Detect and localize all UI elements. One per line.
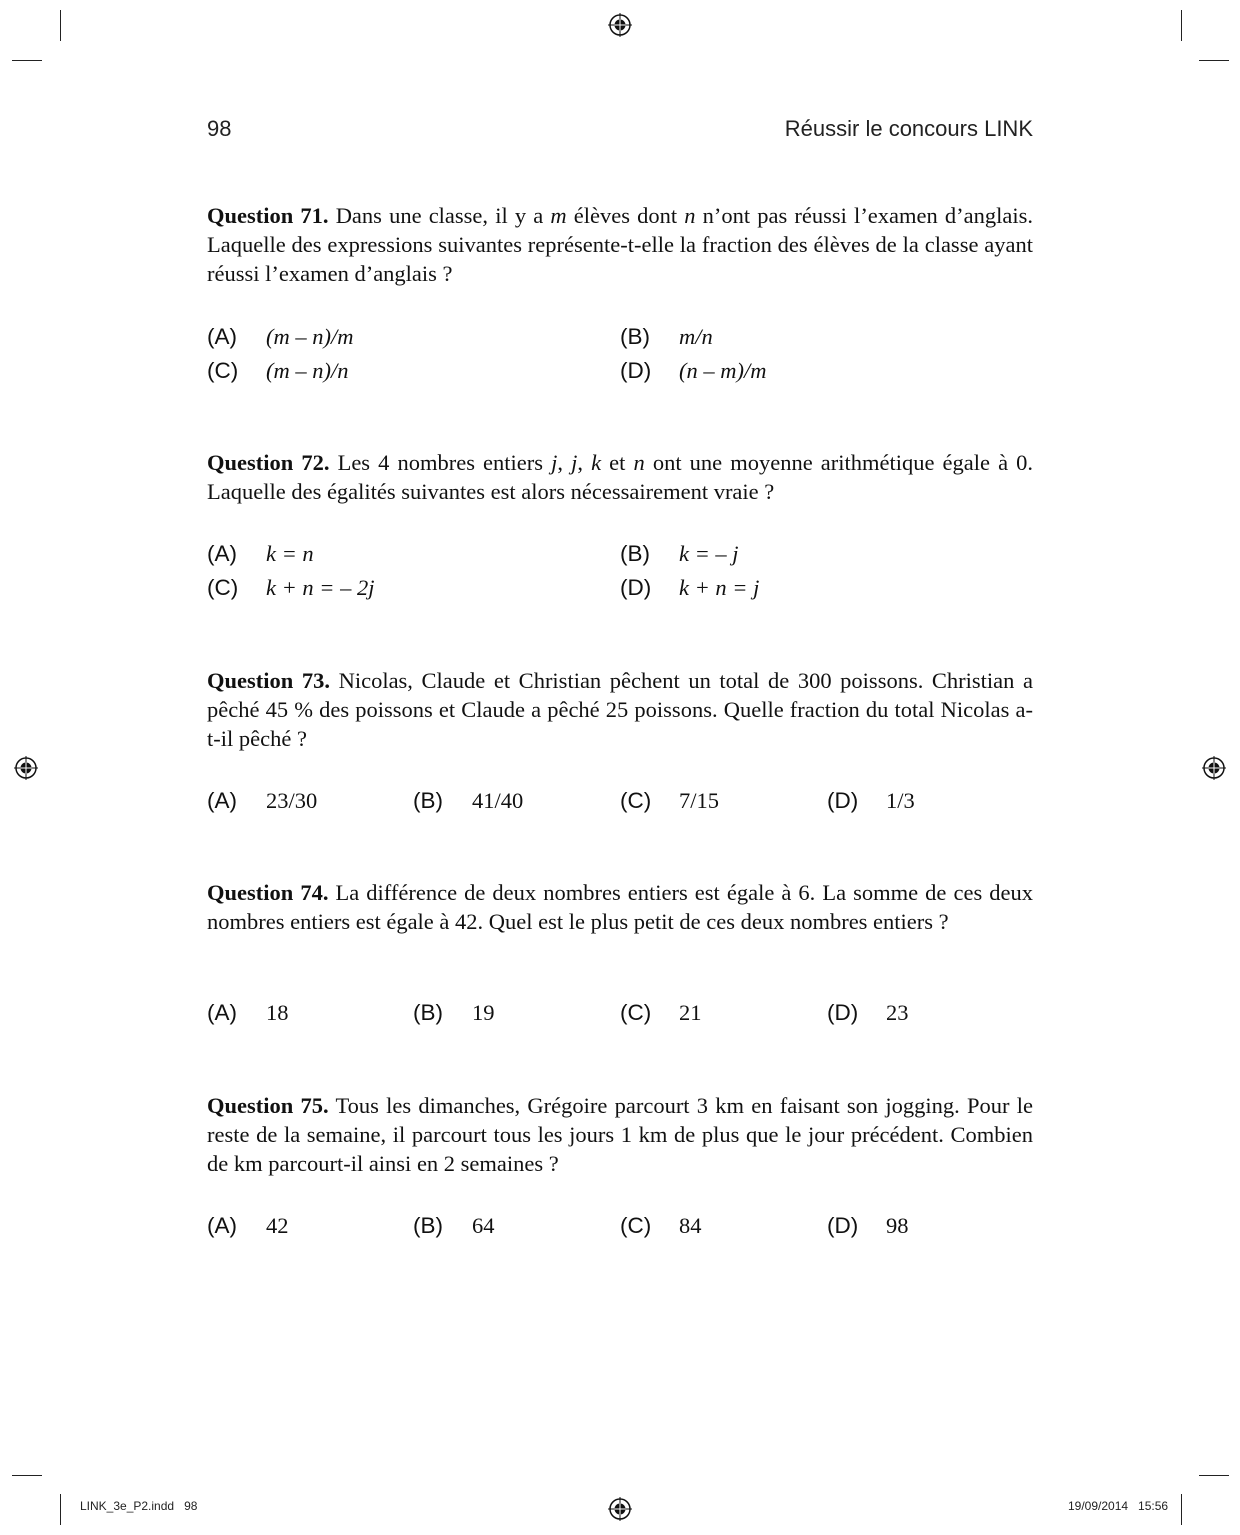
crop-mark: [12, 1475, 42, 1476]
question-label: Question 72.: [207, 450, 330, 475]
crop-mark: [12, 60, 42, 61]
slug-datetime: 19/09/2014 15:56: [1068, 1499, 1169, 1513]
crop-mark: [60, 1494, 61, 1525]
question-label: Question 73.: [207, 668, 330, 693]
question-75: Question 75. Tous les dimanches, Grégoire parcourt 3 km en faisant son jogging. Pour le reste de la semaine, il parcourt tous les jours 1 km de plus que le jour précédent. Combien de km parcourt-il ainsi en 2 semaines ?: [207, 1093, 1033, 1176]
slug-filename: LINK_3e_P2.indd 98: [80, 1499, 198, 1513]
crop-mark: [60, 10, 61, 41]
question-label: Question 74.: [207, 880, 329, 905]
crop-mark: [1199, 60, 1229, 61]
crop-mark: [1181, 1494, 1182, 1525]
question-71: Question 71. Dans une classe, il y a m élèves dont n n’ont pas réussi l’examen d’anglais. Laquelle des expressions suivantes représente-t-elle la fraction des élèves de la classe ayant réussi l’examen d’anglais ?: [207, 203, 1034, 286]
question-72: Question 72. Les 4 nombres entiers j, j, k et n ont une moyenne arithmétique égale à 0. Laquelle des égalités suivantes est alors nécessairement vraie ?: [207, 450, 1034, 504]
question-label: Question 71.: [207, 203, 329, 228]
running-title: Réussir le concours LINK: [784, 116, 1033, 141]
question-label: Question 75.: [207, 1093, 329, 1118]
question-74: Question 74. La différence de deux nombres entiers est égale à 6. La somme de ces deux nombres entiers est égale à 42. Quel est le plus petit de ces deux nombres entiers ?: [207, 880, 1034, 934]
crop-mark: [1181, 10, 1182, 41]
registration-mark-icon: [1202, 756, 1226, 780]
page-number: 98: [207, 116, 232, 141]
registration-mark-icon: [608, 1497, 632, 1521]
registration-mark-icon: [608, 13, 632, 37]
question-73: Question 73. Nicolas, Claude et Christian pêchent un total de 300 poissons. Christian a pêché 45 % des poissons et Claude a pêché 25 poissons. Quelle fraction du total Nicolas a-t-il pêché ?: [207, 668, 1033, 751]
crop-mark: [1199, 1475, 1229, 1476]
registration-mark-icon: [14, 756, 38, 780]
